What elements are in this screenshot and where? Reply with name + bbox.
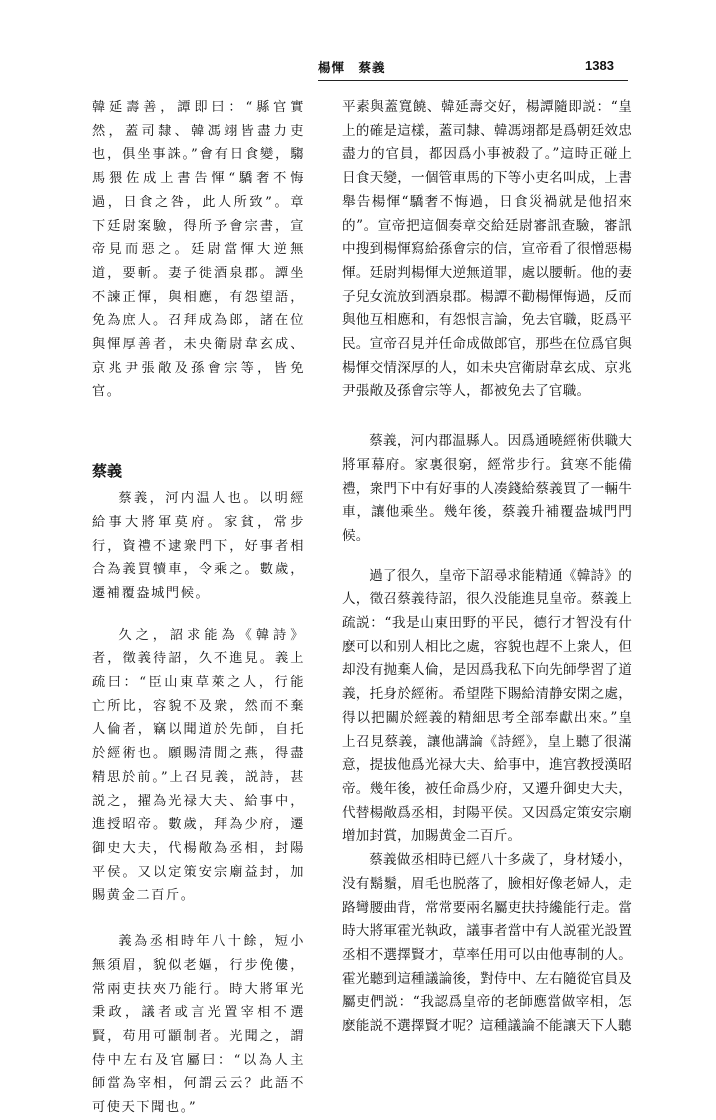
- translation-paragraph-yang-yun-end: 平素與蓋寬饒、韓延壽交好，楊譚隨即説：“皇上的確是這樣，蓋司隸、韓馮翊都是爲朝廷效忠盡力的官員，都因爲小事被殺了。”這時正碰上日食天變，一個管車馬的下等小吏名叫成，上書舉告楊惲“驕奢不悔過，日食災禍就是他招來的”。宣帝把這個奏章交給廷尉審訊查驗，審訊中搜到楊惲寫給孫會宗的信，宣帝看了很憎惡楊惲。廷尉判楊惲大逆無道罪，處以腰斬。他的妻子兒女流放到酒泉郡。楊譚不勸楊惲悔過，反而與他互相應和，有怨恨言論，免去官職，貶爲平民。宣帝召見并任命成做郎官，那些在位爲官與楊惲交情深厚的人，如未央宫衛尉韋玄成、京兆尹張敞及孫會宗等人，都被免去了官職。: [342, 99, 632, 400]
- section-spacer: [342, 404, 632, 430]
- translation-paragraph-1: 蔡義，河内郡温縣人。因爲通曉經術供職大將軍幕府。家裏很窮，經常步行。貧寒不能備禮，衆門下中有好事的人凑錢給蔡義買了一輛牛車，讓他乘坐。幾年後，蔡義升補覆盎城門門候。: [342, 433, 632, 544]
- original-paragraph-2: 久之，詔求能為《韓詩》者，徵義待詔，久不進見。義上疏曰：“臣山東草萊之人，行能亡所比，容貌不及衆，然而不棄人倫者，竊以聞道於先師，自托於經術也。願賜清閒之燕，得盡精思於前。”上召見義，説詩，甚説之，擢為光禄大夫、給事中，進授昭帝。數歲，拜為少府，遷御史大夫，代楊敞為丞相，封陽平侯。又以定策安宗廟益封，加賜黄金二百斤。: [92, 627, 305, 904]
- original-text-column: [92, 96, 305, 1120]
- header-rule: [318, 80, 628, 81]
- page-header: [0, 0, 716, 88]
- translation-column: [342, 96, 632, 1039]
- running-title: 楊惲 蔡義: [318, 60, 386, 75]
- original-paragraph-3: 義為丞相時年八十餘，短小無須眉，貌似老嫗，行步俛僂，常兩吏扶夾乃能行。時大將軍光秉政，議者或言光置宰相不選賢，苟用可顓制者。光聞之，謂侍中左右及官屬曰：“以為人主師當為宰相，何謂云云？此語不可使天下聞也。”: [92, 934, 305, 1116]
- section-title: 蔡義: [92, 462, 123, 481]
- original-paragraph-yang-yun-end: 韓延壽善，譚即曰：“縣官實然，蓋司隸、韓馮翊皆盡力吏也，俱坐事誅。”會有日食變，騶馬猥佐成上書告惲“驕奢不悔過，日食之咎，此人所致”。章下廷尉案驗，得所予會宗書，宣帝見而惡之。廷尉當惲大逆無道，要斬。妻子徙酒泉郡。譚坐不諫正惲，與相應，有怨望語，免為庶人。召拜成為郎，諸在位與惲厚善者，未央衛尉韋玄成、京兆尹張敞及孫會宗等，皆免官。: [92, 100, 305, 400]
- original-paragraph-1: 蔡義，河内温人也。以明經給事大將軍莫府。家貧，常步行，資禮不逮衆門下，好事者相合為義買犢車，令乘之。數歲，遷補覆盎城門候。: [92, 491, 305, 601]
- translation-paragraph-3: 蔡義做丞相時已經八十多歲了，身材矮小，没有鬍鬚，眉毛也脱落了，臉相好像老婦人，走路彎腰曲背，常常要兩名屬吏扶持纔能行走。當時大將軍霍光執政，議事者當中有人説霍光設置丞相不選擇賢才，草率任用可以由他專制的人。霍光聽到這種議論後，對侍中、左右隨從官員及屬吏們説：“我認爲皇帝的老師應當做宰相，怎麽能説不選擇賢才呢？這種議論不能讓天下人聽: [342, 852, 632, 1035]
- paragraph-spacer: [92, 606, 305, 624]
- page-number: 1383: [585, 58, 614, 73]
- section-spacer: [92, 404, 305, 460]
- paragraph-spacer: [92, 908, 305, 930]
- translation-paragraph-2: 過了很久，皇帝下詔尋求能精通《韓詩》的人，徵召蔡義待詔，很久没能進見皇帝。蔡義上疏説：“我是山東田野的平民，德行才智没有什麽可以和别人相比之處，容貌也趕不上衆人，但却没有抛棄人倫，是因爲我私下向先師學習了道義，托身於經術。希望陛下賜給清静安閑之處，得以把關於經義的精細思考全部奉獻出來。”皇上召見蔡義，讓他講論《詩經》，皇上聽了很滿意，提拔他爲光禄大夫、給事中，進宫教授漢昭帝。幾年後，被任命爲少府，又遷升御史大夫，代替楊敞爲丞相，封陽平侯。又因爲定策安宗廟增加封賞，加賜黄金二百斤。: [342, 567, 632, 845]
- paragraph-spacer: [342, 549, 632, 565]
